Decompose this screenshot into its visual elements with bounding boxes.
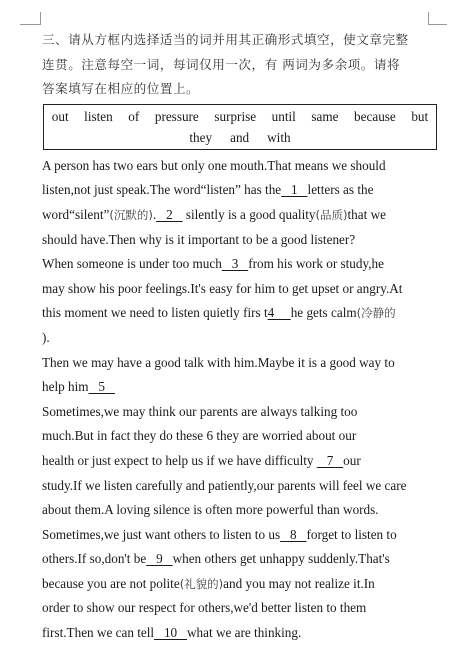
passage-line-3 bbox=[42, 203, 438, 228]
passage-line-16 bbox=[42, 523, 438, 548]
instruction-line-2: 连贯。注意每空一词，每词仅用一次，有 两词为多余项。请将 bbox=[42, 56, 401, 72]
passage-line-18 bbox=[42, 572, 438, 597]
word-out: out bbox=[51, 108, 69, 124]
passage-text: and you may not realize it.In bbox=[223, 575, 375, 591]
blank-5[interactable]: 5 bbox=[88, 379, 115, 395]
passage-line-19: order to show our respect for others,we'd better listen to them bbox=[42, 600, 367, 616]
passage-text: from his work or study,he bbox=[248, 256, 384, 272]
passage-text: help him bbox=[42, 379, 89, 395]
word-surprise: surprise bbox=[214, 108, 257, 124]
instruction-line-1: 三、请从方框内选择适当的词并用其正确形式填空，使文章完整 bbox=[42, 32, 409, 47]
word-because: because bbox=[354, 108, 396, 124]
passage-line-12: much.But in fact they do these 6 they are worried about our bbox=[42, 428, 357, 444]
blank-9[interactable]: 9 bbox=[146, 551, 173, 567]
word-same: same bbox=[311, 108, 339, 124]
passage-line-8: ). bbox=[42, 329, 50, 345]
chinese-gloss: (品质) bbox=[315, 207, 348, 222]
passage-text: When someone is under too much bbox=[42, 256, 222, 272]
passage-text: listen,not just speak.The word“listen” has the bbox=[42, 182, 282, 198]
chinese-gloss: (礼貌的) bbox=[179, 576, 224, 591]
document-page bbox=[42, 28, 438, 646]
passage-text: what we are thinking. bbox=[187, 625, 302, 641]
passage-line-5 bbox=[42, 252, 438, 277]
passage-text: this moment we need to listen quietly firs t bbox=[42, 305, 268, 321]
passage-text: our bbox=[343, 452, 361, 468]
passage-text: forget to listen to bbox=[306, 526, 397, 542]
blank-2[interactable]: 2 bbox=[156, 206, 183, 222]
passage-line-11: Sometimes,we may think our parents are always talking too bbox=[42, 403, 358, 419]
word-pressure: pressure bbox=[154, 108, 199, 124]
passage-line-6: may show his poor feelings.It's easy for him to get upset or angry.At bbox=[42, 280, 403, 296]
chinese-gloss: (冷静的 bbox=[356, 306, 396, 321]
crop-mark-top-left bbox=[20, 12, 41, 25]
crop-mark-top-right bbox=[428, 12, 447, 25]
blank-4[interactable]: 4 bbox=[267, 305, 291, 321]
passage-text: word“silent” bbox=[42, 206, 110, 222]
blank-8[interactable]: 8 bbox=[280, 526, 307, 542]
passage-line-15: about them.A loving silence is often more powerful than words. bbox=[42, 502, 379, 518]
chinese-gloss: (沉默的) bbox=[109, 207, 153, 222]
passage-line-14: study.If we listen carefully and patiently,our parents will feel we care bbox=[42, 477, 407, 493]
passage-line-13 bbox=[42, 449, 438, 474]
word-until: until bbox=[271, 108, 296, 124]
blank-3[interactable]: 3 bbox=[221, 256, 249, 272]
passage-line-10 bbox=[42, 375, 438, 400]
blank-1[interactable]: 1 bbox=[281, 182, 308, 198]
passage-text: when others get unhappy suddenly.That's bbox=[172, 551, 390, 567]
blank-10[interactable]: 10 bbox=[154, 625, 188, 641]
passage-line-20 bbox=[42, 621, 438, 646]
passage-line-1: A person has two ears but only one mouth.That means we should bbox=[42, 157, 386, 173]
passage-text: he gets calm bbox=[290, 305, 357, 321]
passage-text: because you are not polite bbox=[42, 575, 180, 591]
instruction-line-3: 答案填写在相应的位置上。 bbox=[42, 81, 200, 97]
passage-line-17 bbox=[42, 547, 438, 572]
word-box bbox=[43, 104, 437, 150]
word-but: but bbox=[411, 108, 429, 124]
word-box-row-2 bbox=[44, 127, 436, 148]
passage-text: health or just expect to help us if we have difficulty bbox=[42, 452, 317, 468]
passage-text: first.Then we can tell bbox=[42, 625, 155, 641]
passage-text: Sometimes,we just want others to listen to us bbox=[42, 526, 281, 542]
word-and: and bbox=[230, 129, 250, 145]
word-box-row-1 bbox=[44, 106, 436, 127]
passage-text: . bbox=[152, 206, 157, 222]
word-they: they bbox=[189, 129, 213, 145]
passage-text: letters as the bbox=[307, 182, 374, 198]
passage-line-2 bbox=[42, 178, 438, 203]
passage-line-4: should have.Then why is it important to be a good listener? bbox=[42, 231, 356, 247]
word-of: of bbox=[128, 108, 140, 124]
passage-text: that we bbox=[347, 206, 386, 222]
passage-line-9: Then we may have a good talk with him.Maybe it is a good way to bbox=[42, 354, 395, 370]
word-with: with bbox=[267, 129, 291, 145]
passage-line-7 bbox=[42, 301, 438, 326]
blank-7[interactable]: 7 bbox=[316, 452, 344, 468]
passage-text: others.If so,don't be bbox=[42, 551, 147, 567]
passage-text: silently is a good quality bbox=[182, 206, 316, 222]
word-listen: listen bbox=[84, 108, 113, 124]
